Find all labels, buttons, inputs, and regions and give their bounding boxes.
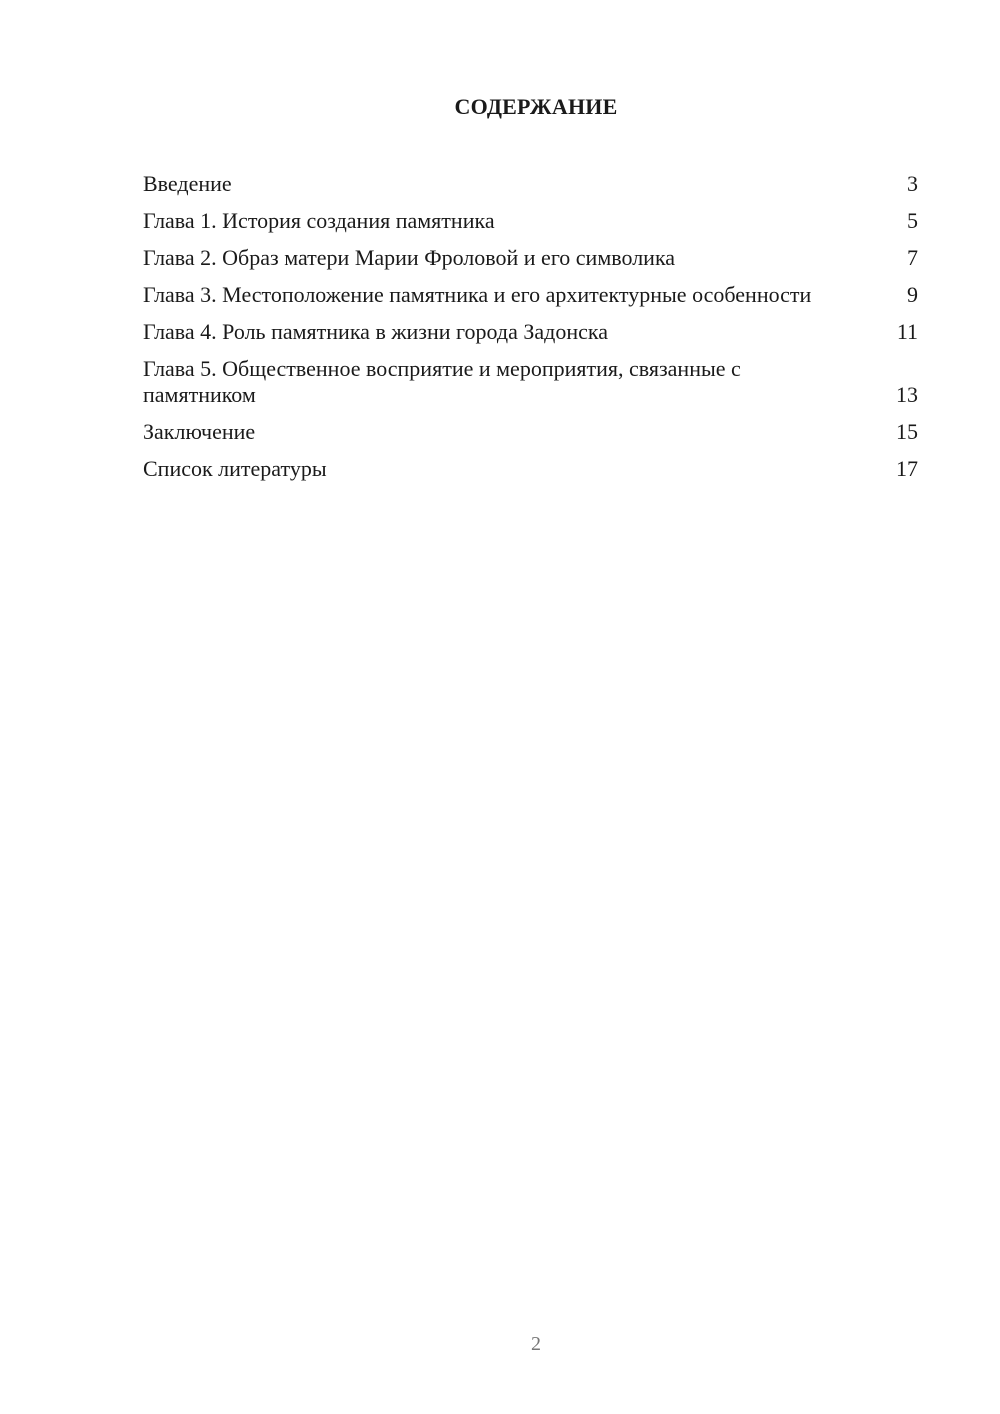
page-title: СОДЕРЖАНИЕ bbox=[454, 94, 618, 119]
toc-entry-page: 17 bbox=[896, 456, 918, 481]
toc-entry-page: 3 bbox=[907, 171, 918, 196]
toc-entry-title: Глава 1. История создания памятника bbox=[143, 208, 495, 233]
toc-entry-introduction[interactable] bbox=[143, 171, 918, 197]
toc-entry-chapter-5[interactable] bbox=[143, 356, 918, 408]
toc-entry-chapter-1[interactable] bbox=[143, 208, 918, 234]
toc-entry-title: Глава 5. Общественное восприятие и мероприятия, связанные с памятником bbox=[143, 356, 741, 407]
toc-entry-page: 7 bbox=[907, 245, 918, 270]
toc-entry-title: Глава 2. Образ матери Марии Фроловой и его символика bbox=[143, 245, 676, 270]
toc-entry-page: 9 bbox=[907, 282, 918, 307]
toc-entry-page: 13 bbox=[896, 382, 918, 407]
toc-entry-references[interactable] bbox=[143, 456, 918, 482]
toc-entry-title: Глава 4. Роль памятника в жизни города Задонска bbox=[143, 319, 608, 344]
toc-entry-title: Глава 3. Местоположение памятника и его архитектурные особенности bbox=[143, 282, 812, 307]
table-of-contents bbox=[143, 171, 918, 493]
toc-entry-page: 11 bbox=[896, 319, 918, 344]
toc-entry-conclusion[interactable] bbox=[143, 419, 918, 445]
toc-entry-page: 15 bbox=[896, 419, 918, 444]
toc-entry-chapter-2[interactable] bbox=[143, 245, 918, 271]
toc-entry-title: Заключение bbox=[143, 419, 256, 444]
page-number: 2 bbox=[531, 1333, 541, 1355]
toc-entry-chapter-4[interactable] bbox=[143, 319, 918, 345]
toc-entry-chapter-3[interactable] bbox=[143, 282, 918, 308]
toc-entry-page: 5 bbox=[907, 208, 918, 233]
toc-entry-title: Введение bbox=[143, 171, 232, 196]
toc-entry-title: Список литературы bbox=[143, 456, 327, 481]
